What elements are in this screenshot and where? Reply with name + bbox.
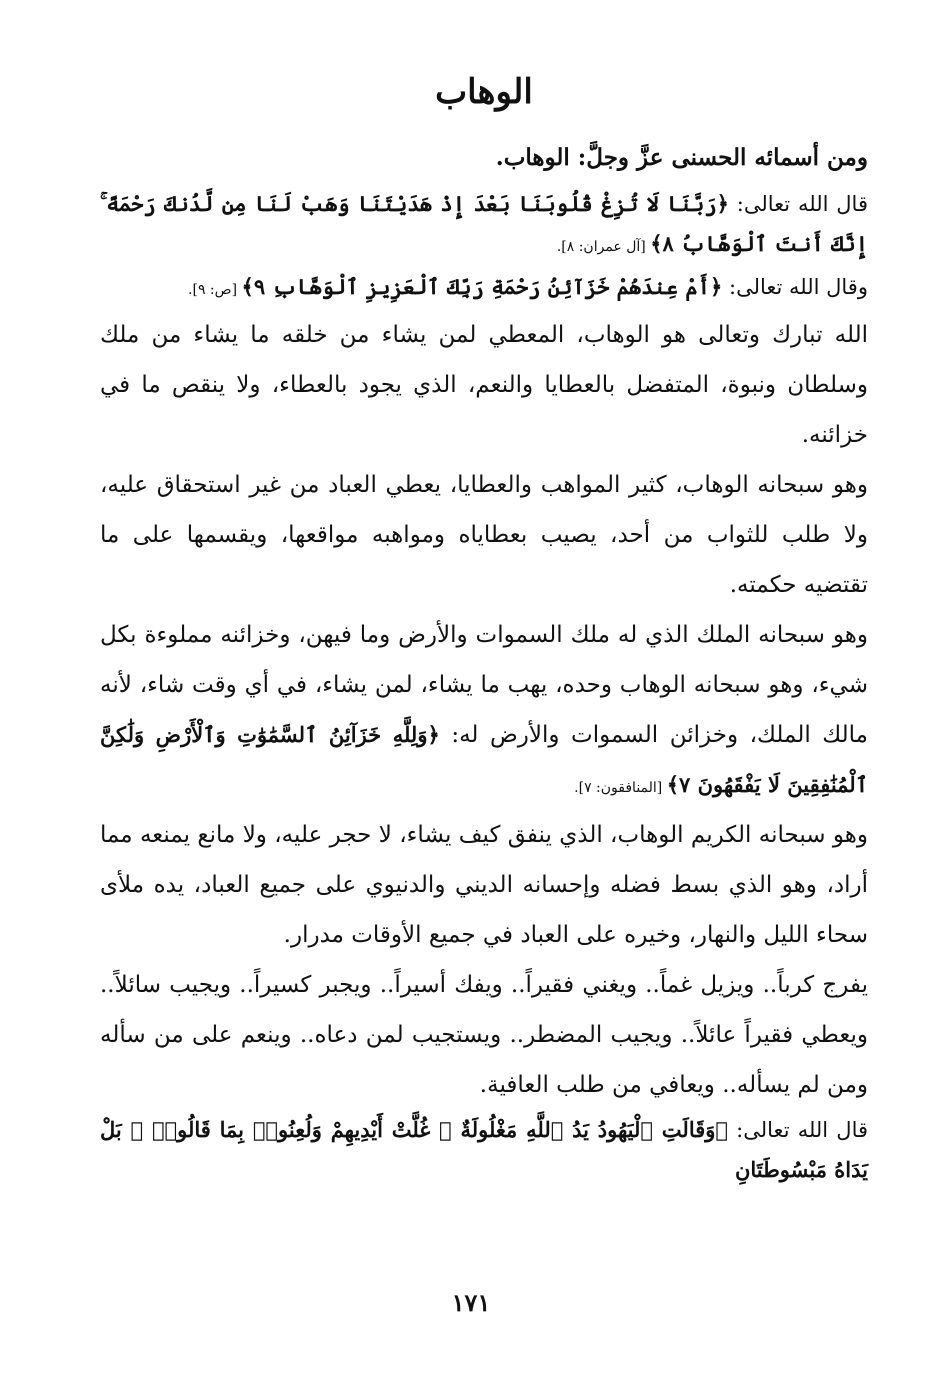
paragraph-3 — [100, 610, 868, 810]
paragraph-2: وهو سبحانه الوهاب، كثير المواهب والعطايا، يعطي العباد من غير استحقاق عليه، ولا طلب للثواب من أحد، يصيب بعطاياه ومواهبه مواقعها، ويقسمها على ما تقتضيه حكمته. — [100, 472, 868, 598]
verse-1-text: ﴿رَبَّنَا لَا تُزِغْ قُلُوبَنَا بَعْدَ إِذْ هَدَيْتَنَا وَهَبْ لَنَا مِن لَّدُنكَ رَحْمَةً ۚ إِنَّكَ أَنتَ ٱلْوَهَّابُ ٨﴾ — [100, 191, 868, 256]
intro-line: ومن أسمائه الحسنى عزَّ وجلَّ: الوهاب. — [495, 144, 868, 171]
verse-2-reference: [ص: ٩]. — [188, 282, 242, 298]
verse-2-lead: وقال الله تعالى: — [722, 275, 868, 299]
verse-2 — [100, 267, 868, 310]
verse-3-lead: قال الله تعالى: — [728, 1118, 869, 1142]
page-body — [100, 60, 868, 1190]
page-title: الوهاب — [435, 72, 533, 112]
verse-1-lead: قال الله تعالى: — [728, 192, 868, 216]
paragraph-1: الله تبارك وتعالى هو الوهاب، المعطي لمن يشاء من خلقه ما يشاء من ملك وسلطان ونبوة، المتفضل بالعطايا والنعم، الذي يجود بالعطاء، ولا ينقص ما في خزائنه. — [100, 322, 868, 448]
verse-3 — [100, 1110, 868, 1190]
verse-1-reference: [آل عمران: ٨]. — [556, 239, 651, 255]
verse-1 — [100, 184, 868, 267]
verse-2-text: ﴿أَمْ عِندَهُمْ خَزَآئِنُ رَحْمَةِ رَبِّكَ ٱلْعَزِيزِ ٱلْوَهَّابِ ٩﴾ — [241, 274, 723, 299]
paragraph-3-reference: [المنافقون: ٧]. — [574, 780, 667, 796]
verse-3-text: ﴿وَقَالَتِ ٱلْيَهُودُ يَدُ ٱللَّهِ مَغْلُولَةٌ ۚ غُلَّتْ أَيْدِيهِمْ وَلُعِنُوا۟ بِمَا قَالُوا۟ ۘ بَلْ يَدَاهُ مَبْسُوطَتَانِ — [100, 1117, 868, 1182]
paragraph-3-quran: ﴿وَلِلَّهِ خَزَآئِنُ ٱلسَّمَٰوَٰتِ وَٱلْأَرْضِ وَلَٰكِنَّ ٱلْمُنَٰفِقِينَ لَا يَفْقَهُونَ ٧﴾ — [100, 722, 868, 797]
page-number: ١٧١ — [451, 1288, 491, 1317]
paragraph-3-text: وهو سبحانه الملك الذي له ملك السموات والأرض وما فيهن، وخزائنه مملوءة بكل شيء، وهو سبحانه الوهاب وحده، يهب ما يشاء، لمن يشاء، في أي وقت شاء، لأنه مالك الملك، وخزائن السموات والأرض له: — [100, 622, 868, 748]
paragraph-4: وهو سبحانه الكريم الوهاب، الذي ينفق كيف يشاء، لا حجر عليه، ولا مانع يمنعه مما أراد، وهو الذي بسط فضله وإحسانه الديني والدنيوي على جميع العباد، يده ملأى سحاء الليل والنهار، وخيره على العباد في جميع الأوقات مدرار. — [100, 822, 868, 948]
paragraph-5: يفرج كرباً.. ويزيل غماً.. ويغني فقيراً.. ويفك أسيراً.. ويجبر كسيراً.. ويجيب سائلاً.. ويعطي فقيراً عائلاً.. ويجيب المضطر.. ويستجيب لمن دعاه.. وينعم على من سأله ومن لم يسأله.. ويعافي من طلب العافية. — [100, 972, 868, 1098]
